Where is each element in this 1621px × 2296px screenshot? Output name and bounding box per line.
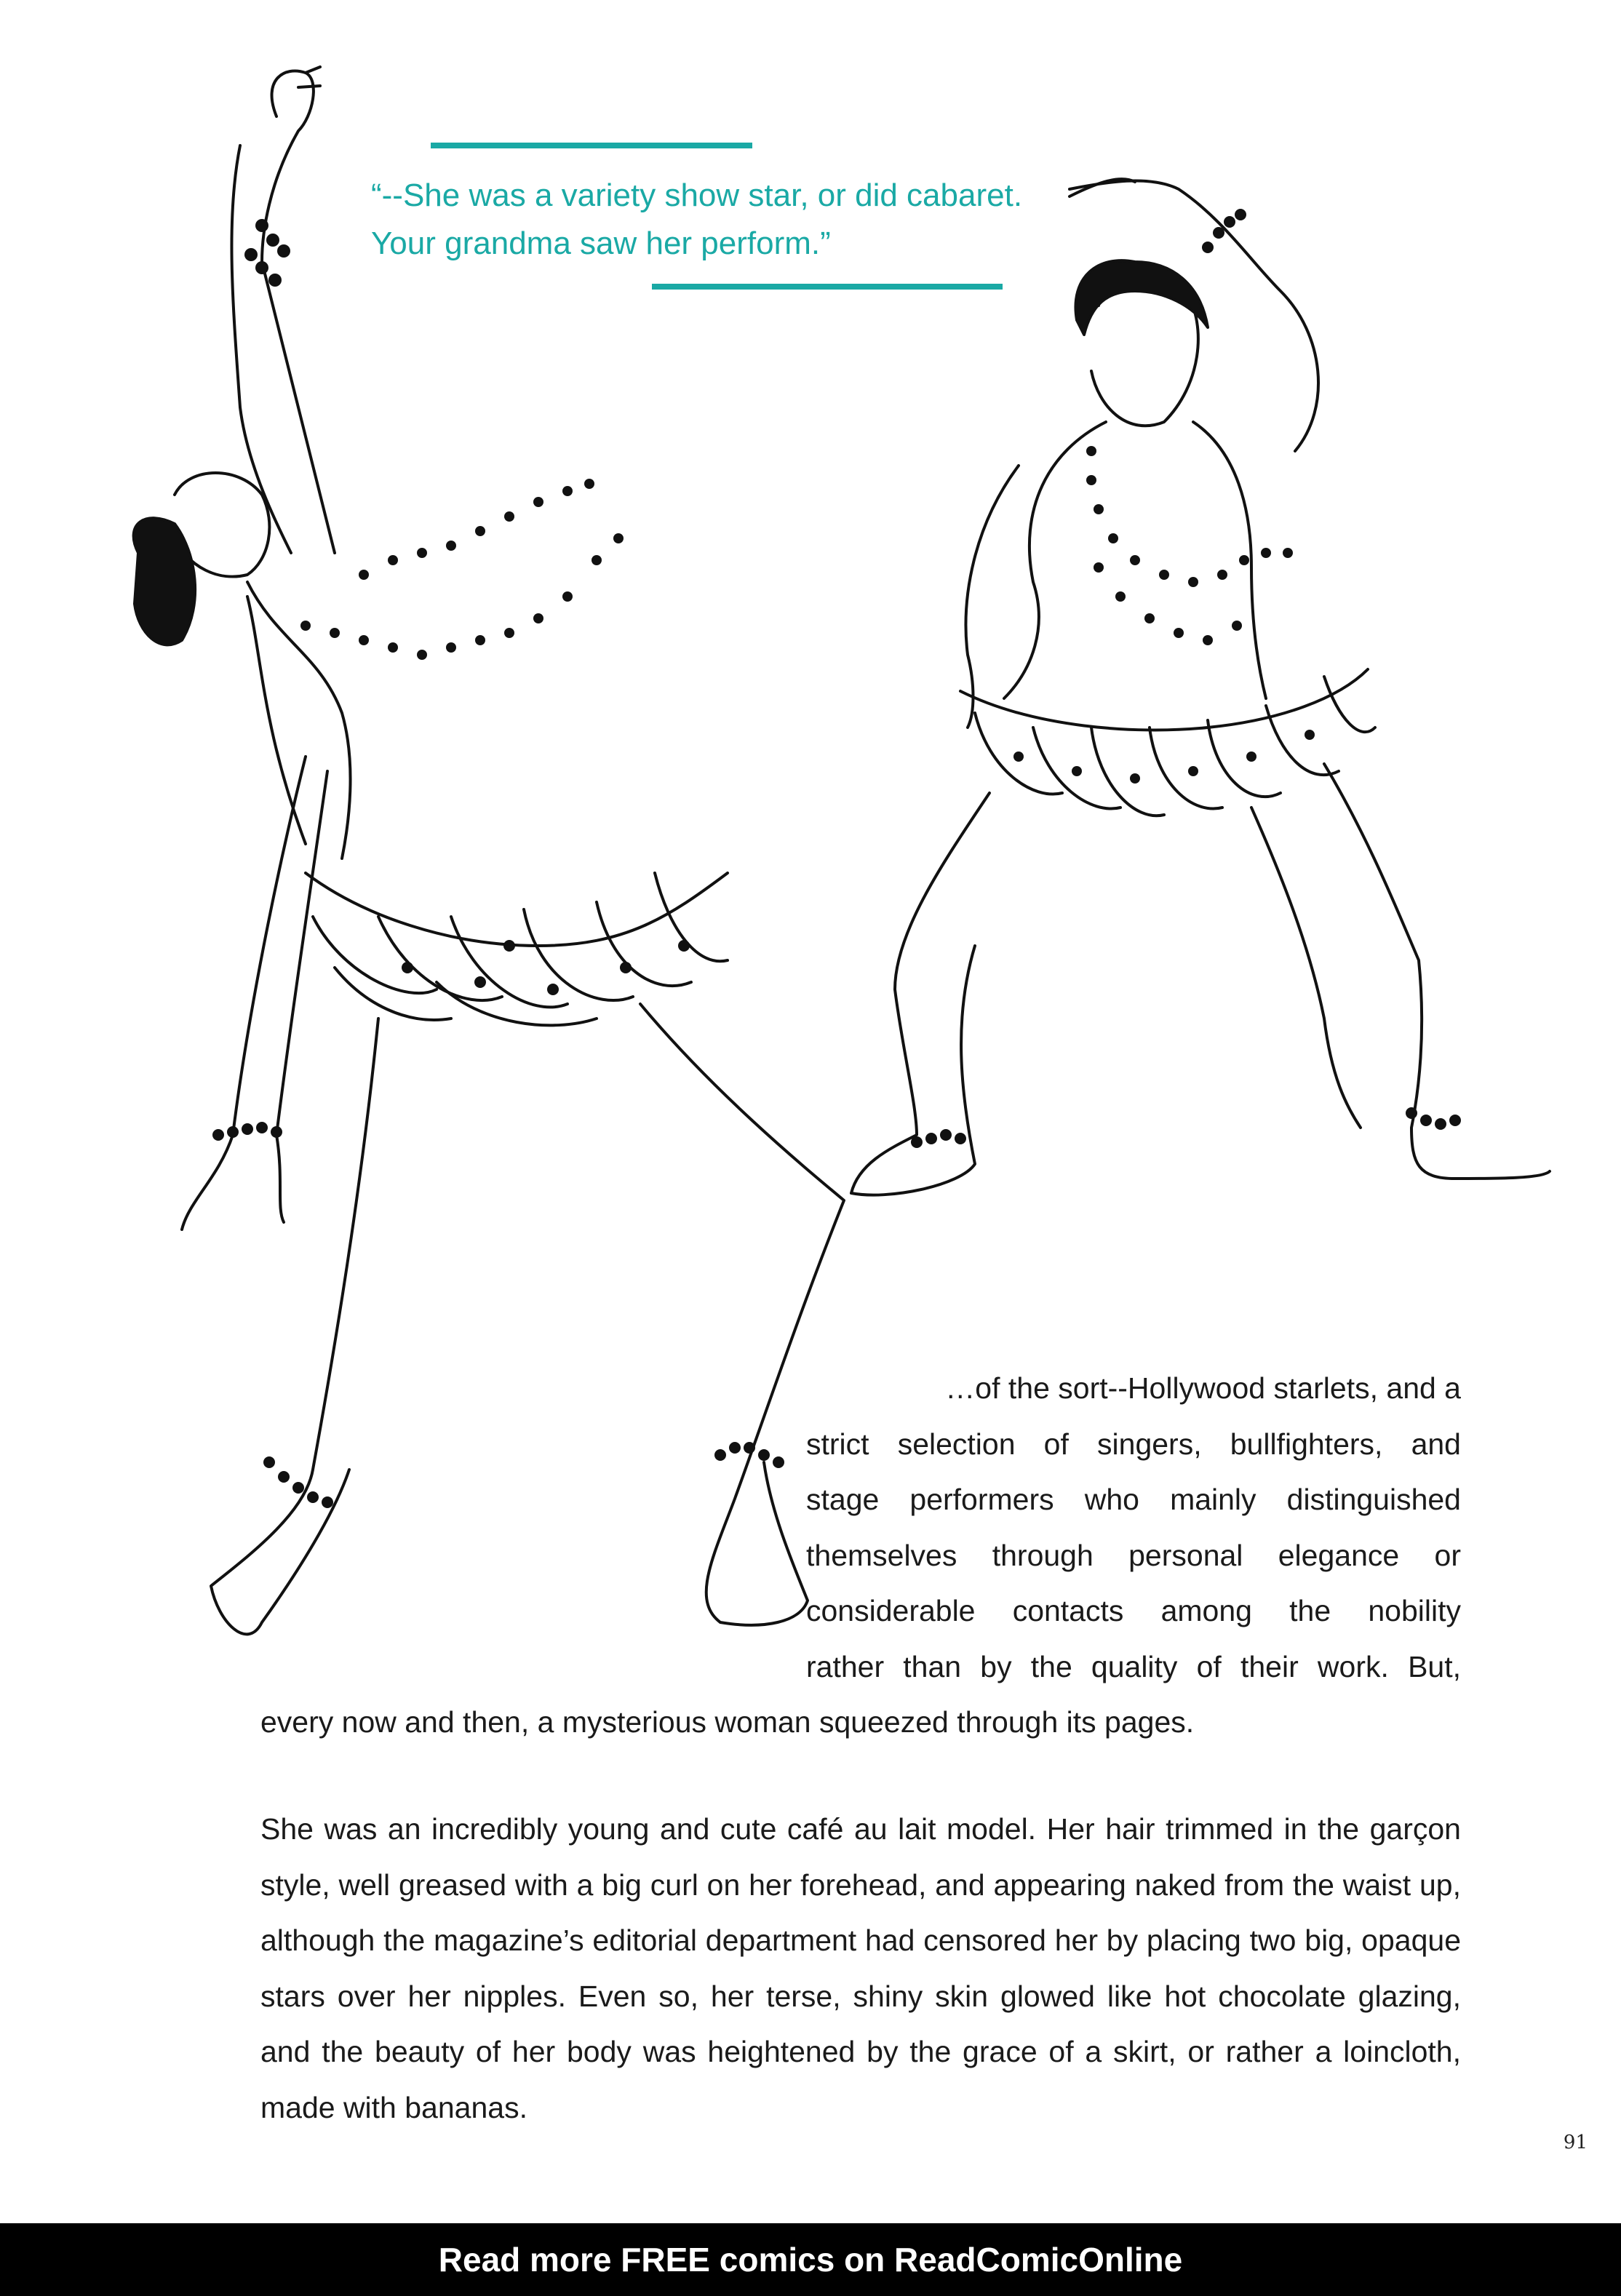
quote-rule-bottom bbox=[652, 284, 1003, 290]
right-dancer-figure bbox=[851, 179, 1550, 1195]
caption-quote: “--She was a variety show star, or did cabaret. Your grandma saw her perform.” bbox=[371, 178, 1023, 261]
paragraph-1-line: strict selection of singers, bullfighters, and bbox=[806, 1427, 1461, 1461]
paragraph-2: She was an incredibly young and cute café au lait model. Her hair trimmed in the garçon style, well greased with a big curl on her forehead, and appearing naked from the waist up, although the magazine’s editorial department had censored her by placing two big, opaque stars over her nipples. Even so, her terse, shiny skin glowed like hot chocolate glazing, and the beauty of her body was heightened by the grace of a skirt, or rather a loincloth, made with bananas. bbox=[260, 1812, 1461, 2124]
paragraph-1-line: stage performers who mainly distinguished bbox=[806, 1483, 1461, 1516]
promo-banner[interactable]: Read more FREE comics on ReadComicOnline bbox=[0, 2223, 1621, 2296]
paragraph-1-tail: every now and then, a mysterious woman squeezed through its pages. bbox=[260, 1705, 1195, 1739]
paragraph-1-wrapped bbox=[806, 1360, 1461, 1694]
paragraph-1-line: …of the sort--Hollywood starlets, and a bbox=[945, 1371, 1461, 1405]
paragraph-1-line: themselves through personal elegance or bbox=[806, 1538, 1461, 1572]
page-number: 91 bbox=[1563, 2132, 1588, 2153]
quote-rule-top bbox=[431, 143, 752, 148]
paragraph-1-line: considerable contacts among the nobility bbox=[806, 1594, 1461, 1627]
paragraph-1-line: rather than by the quality of their work. But, bbox=[806, 1649, 1461, 1683]
left-dancer-figure bbox=[134, 67, 844, 1634]
